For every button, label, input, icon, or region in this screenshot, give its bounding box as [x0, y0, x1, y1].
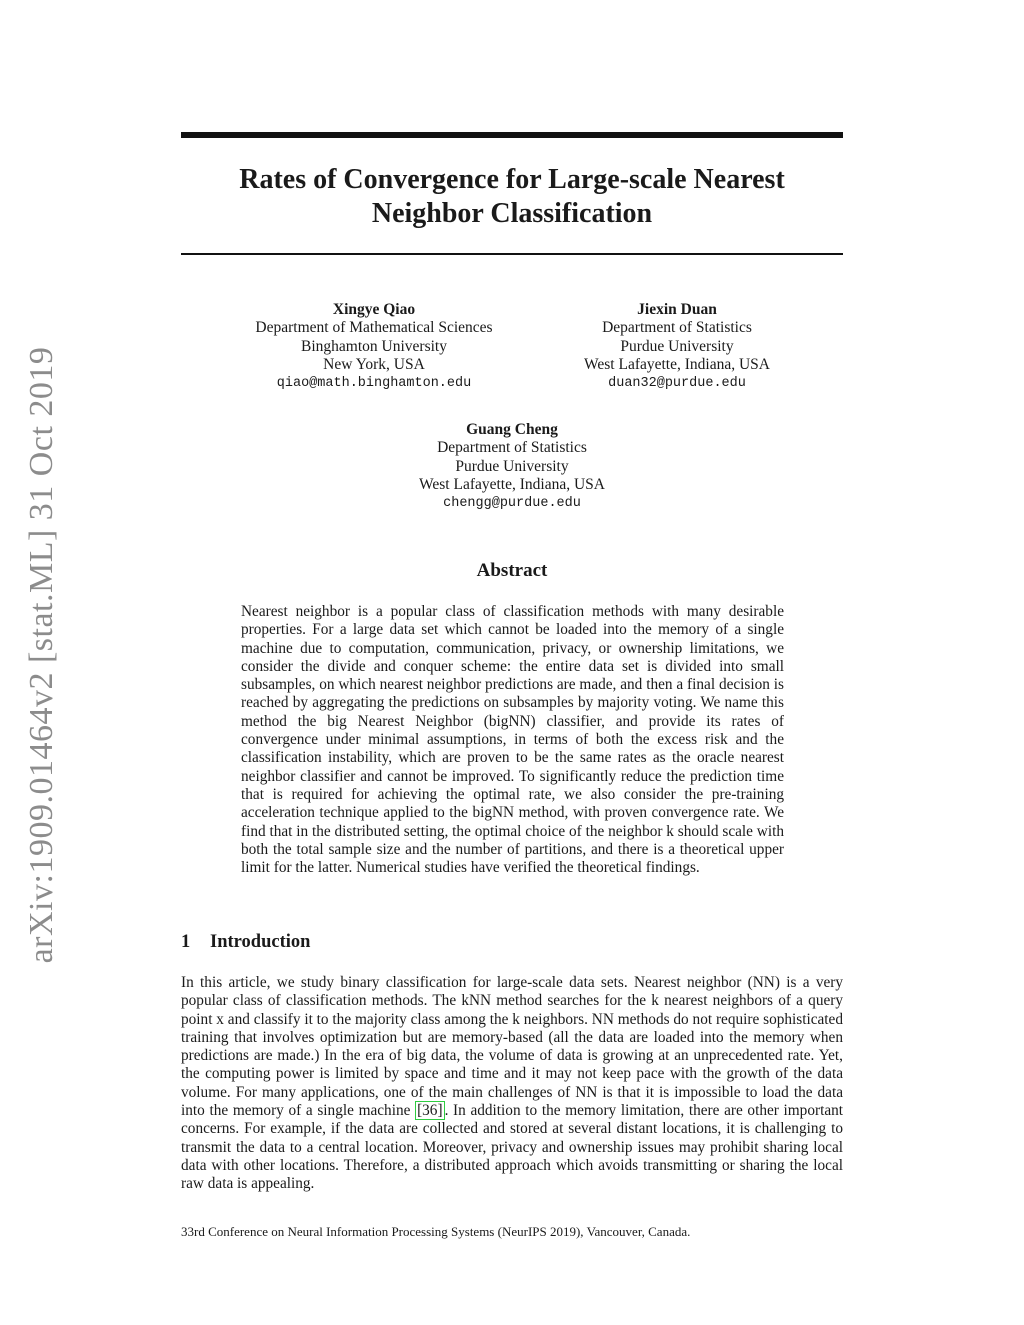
author-location: West Lafayette, Indiana, USA: [419, 476, 605, 494]
author-name: Guang Cheng: [466, 421, 558, 438]
author-email[interactable]: duan32@purdue.edu: [608, 375, 746, 391]
author-institution: Purdue University: [620, 337, 734, 355]
arxiv-identifier: arXiv:1909.01464v2 [stat.ML] 31 Oct 2019: [23, 346, 60, 964]
section-title: Introduction: [210, 932, 311, 952]
paper-title-line-1: Rates of Convergence for Large-scale Nearest: [239, 164, 785, 195]
author-name: Xingye Qiao: [332, 301, 416, 318]
author-location: New York, USA: [323, 356, 425, 374]
introduction-paragraph: [181, 974, 843, 1194]
citation-link[interactable]: [36]: [417, 1102, 443, 1120]
abstract-body: Nearest neighbor is a popular class of classification methods with many desirable properties. For a large data set which cannot be loaded into the memory of a single machine due to computation, communication, privacy, or ownership limitations, we consider the divide and conquer scheme: the entire data set is divided into small subsamples, on which nearest neighbor predictions are made, and then a final decision is reached by aggregating the predictions on subsamples by majority voting. We name this method the big Nearest Neighbor (bigNN) classifier, and provide its rates of convergence under minimal assumptions, in terms of both the excess risk and the classification instability, which are proven to be the same rates as the oracle nearest neighbor classifier and cannot be improved. To significantly reduce the prediction time that is required for achieving the optimal rate, we also consider the pre-training acceleration technique applied to the bigNN method, with proven convergence rate. We find that in the distributed setting, the optimal choice of the neighbor k should scale with both the total sample size and the number of partitions, and there is a theoretical upper limit for the latter. Numerical studies have verified the theoretical findings.: [241, 603, 784, 877]
title-rule-bottom: [181, 253, 843, 255]
paper-title-line-2: Neighbor Classification: [371, 198, 653, 229]
section-heading-introduction: [181, 932, 310, 953]
author-department: Department of Statistics: [602, 319, 752, 337]
author-email[interactable]: qiao@math.binghamton.edu: [276, 375, 472, 391]
intro-text-part-1: In this article, we study binary classification for large-scale data sets. Nearest neighbor (NN) is a very popular class of classification methods. The kNN method searches for the k nearest neighbors of a query point x and classify it to the majority class among the k neighbors. NN methods do not require sophisticated training that involves optimization but are memory-based (all the data are loaded into the memory when predictions are made.) In the era of big data, the volume of data is growing at an unprecedented rate. Yet, the computing power is limited by space and time and it may not keep pace with the growth of the data volume. For many applications, one of the main challenges of NN is that it is impossible to load the data into the memory of a single machine: [181, 974, 843, 1120]
author-block-qiao: [214, 301, 534, 393]
title-rule-top: [181, 132, 843, 138]
author-institution: Binghamton University: [301, 337, 447, 355]
author-name: Jiexin Duan: [637, 301, 717, 318]
author-department: Department of Statistics: [437, 439, 587, 457]
author-email[interactable]: chengg@purdue.edu: [443, 495, 581, 511]
intro-text-part-2: . In addition to the memory limitation, there are other important concerns. For example, if the data are collected and stored at several distant locations, it is challenging to transmit the data to a central location. Moreover, privacy and ownership issues may prohibit sharing local data with other locations. Therefore, a distributed approach which avoids transmitting or sharing the local raw data is appealing.: [181, 1102, 844, 1193]
author-department: Department of Mathematical Sciences: [255, 319, 493, 337]
author-institution: Purdue University: [455, 457, 569, 475]
author-location: West Lafayette, Indiana, USA: [584, 356, 770, 374]
conference-footnote: 33rd Conference on Neural Information Processing Systems (NeurIPS 2019), Vancouver, Canada.: [181, 1224, 691, 1239]
abstract-heading: Abstract: [476, 560, 548, 581]
section-number: 1: [181, 932, 191, 952]
paper-title: [181, 163, 843, 231]
author-block-cheng: [352, 421, 672, 513]
author-block-duan: [517, 301, 837, 393]
